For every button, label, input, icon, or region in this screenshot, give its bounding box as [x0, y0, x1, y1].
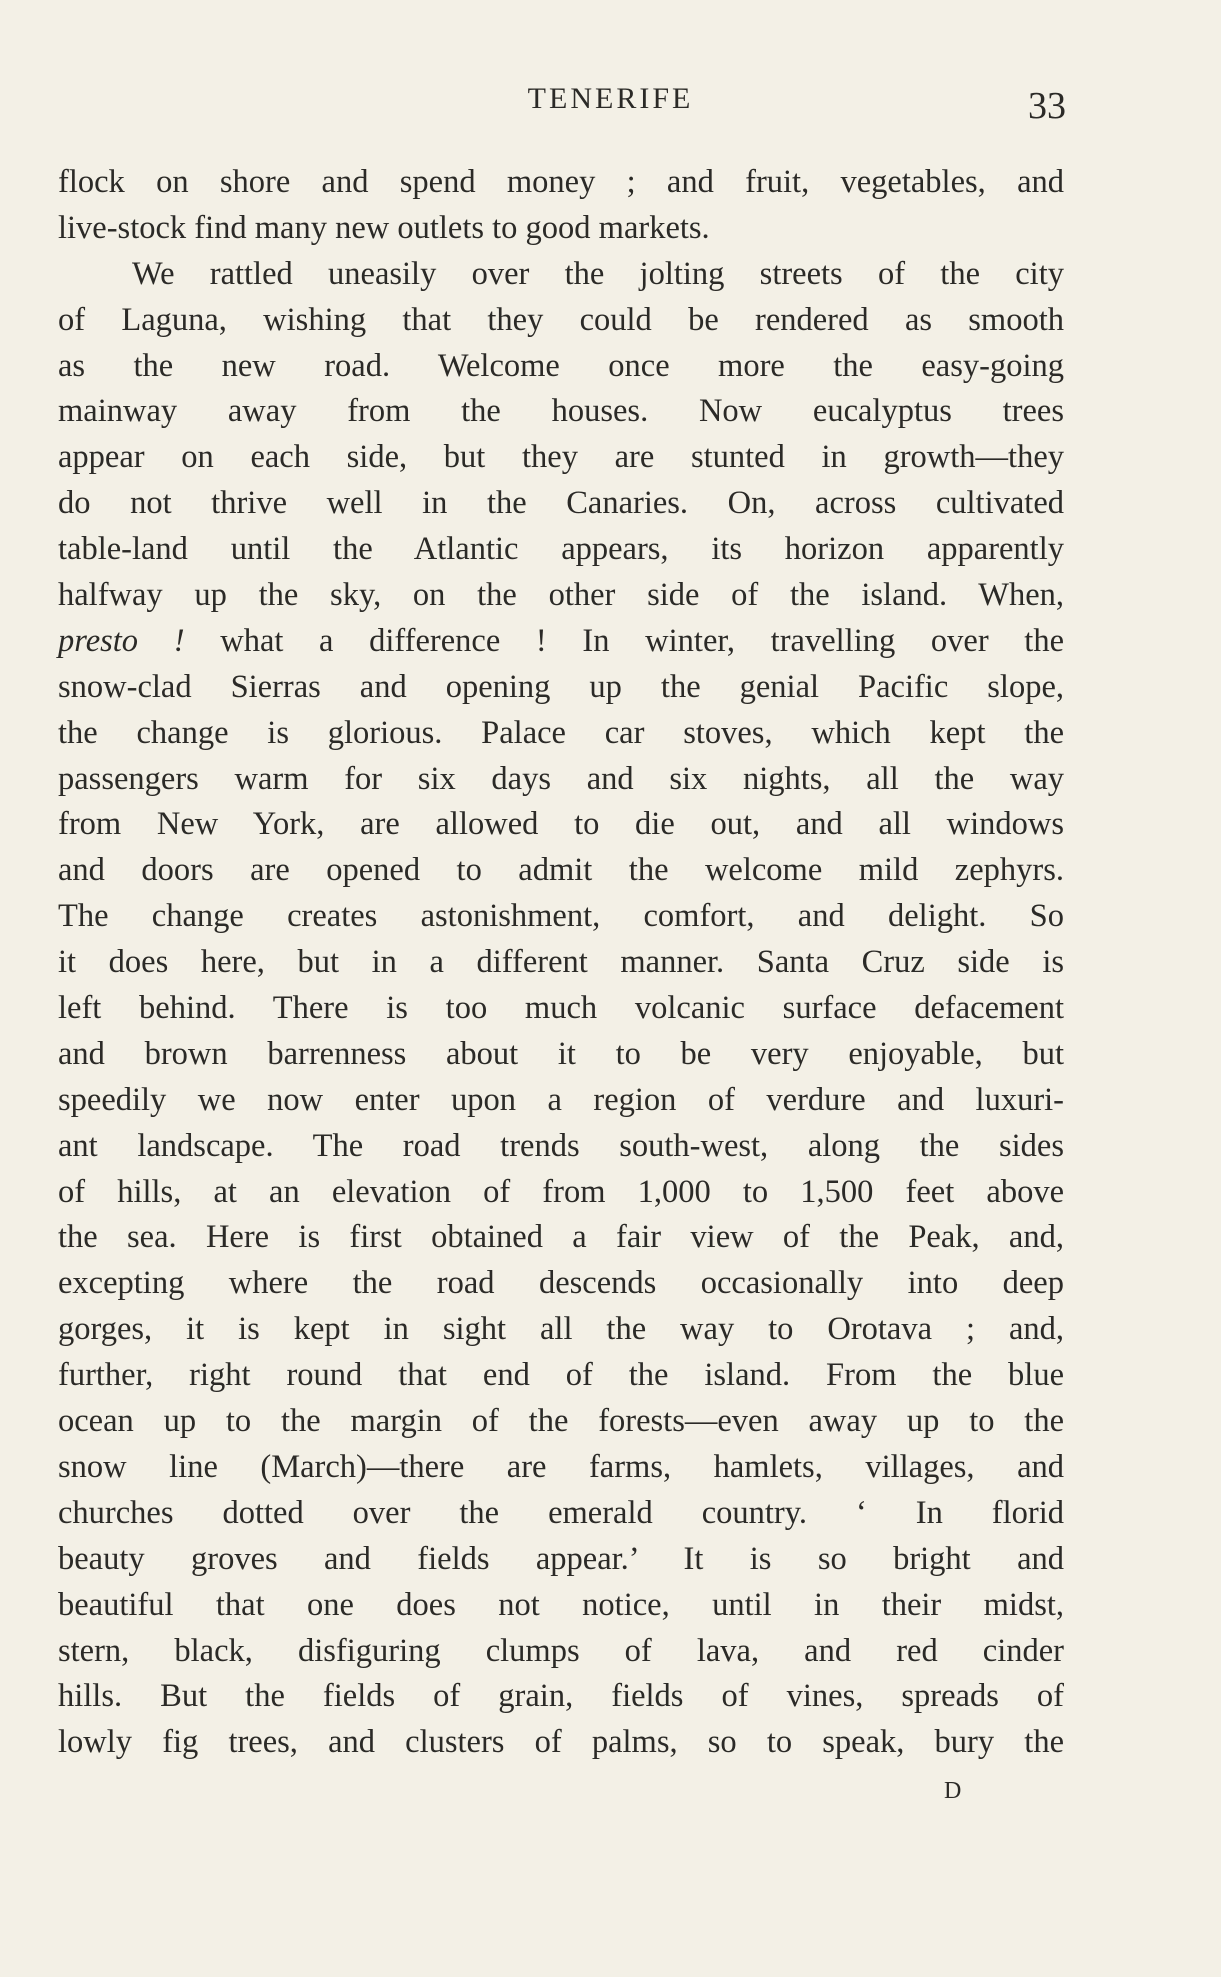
- text-line: from New York, are allowed to die out, and all windows: [58, 806, 1064, 843]
- body-text: [58, 160, 1064, 1766]
- text-line: halfway up the sky, on the other side of the island. When,: [58, 577, 1064, 614]
- text-line: it does here, but in a different manner. Santa Cruz side is: [58, 944, 1064, 981]
- running-head: TENERIFE: [527, 82, 694, 115]
- text-line: as the new road. Welcome once more the easy-going: [58, 347, 1064, 384]
- text-line-rest: what a difference ! In winter, travelling over the: [220, 622, 1065, 659]
- text-line: left behind. There is too much volcanic surface defacement: [58, 990, 1064, 1027]
- text-line: gorges, it is kept in sight all the way to Orotava ; and,: [58, 1311, 1064, 1348]
- text-line: lowly fig trees, and clusters of palms, so to speak, bury the: [58, 1724, 1064, 1761]
- text-line: do not thrive well in the Canaries. On, across cultivated: [58, 485, 1064, 522]
- text-line: The change creates astonishment, comfort, and delight. So: [58, 898, 1064, 935]
- text-line: and brown barrenness about it to be very enjoyable, but: [58, 1035, 1064, 1072]
- text-line-with-italic: [58, 619, 1064, 665]
- text-line: further, right round that end of the island. From the blue: [58, 1357, 1064, 1394]
- text-line: beautiful that one does not notice, until in their midst,: [58, 1586, 1064, 1623]
- text-line: ocean up to the margin of the forests—even away up to the: [58, 1403, 1064, 1440]
- text-line: of Laguna, wishing that they could be rendered as smooth: [58, 301, 1064, 338]
- text-line: churches dotted over the emerald country. ‘ In florid: [58, 1494, 1064, 1531]
- text-line: passengers warm for six days and six nights, all the way: [58, 760, 1064, 797]
- text-line: the sea. Here is first obtained a fair view of the Peak, and,: [58, 1219, 1064, 1256]
- text-line: beauty groves and fields appear.’ It is so bright and: [58, 1540, 1064, 1577]
- text-line: the change is glorious. Palace car stoves, which kept the: [58, 714, 1064, 751]
- text-line: excepting where the road descends occasionally into deep: [58, 1265, 1064, 1302]
- page-number: 33: [1028, 85, 1066, 127]
- text-line: speedily we now enter upon a region of verdure and luxuri-: [58, 1081, 1064, 1118]
- text-line: mainway away from the houses. Now eucalyptus trees: [58, 393, 1064, 430]
- text-line: snow-clad Sierras and opening up the genial Pacific slope,: [58, 668, 1064, 705]
- text-line: table-land until the Atlantic appears, its horizon apparently: [58, 531, 1064, 568]
- signature-mark: D: [944, 1778, 963, 1804]
- text-line: and doors are opened to admit the welcome mild zephyrs.: [58, 852, 1064, 889]
- text-line: snow line (March)—there are farms, hamlets, villages, and: [58, 1448, 1064, 1485]
- text-line: flock on shore and spend money ; and fruit, vegetables, and: [58, 164, 1064, 200]
- text-line: stern, black, disfiguring clumps of lava, and red cinder: [58, 1632, 1064, 1669]
- text-line: ant landscape. The road trends south-west, along the sides: [58, 1127, 1064, 1164]
- text-line: live-stock find many new outlets to good markets.: [58, 209, 710, 246]
- text-line: We rattled uneasily over the jolting streets of the city: [132, 255, 1064, 292]
- text-line: appear on each side, but they are stunted in growth—they: [58, 439, 1064, 476]
- italic-phrase: presto !: [58, 622, 185, 659]
- text-line: of hills, at an elevation of from 1,000 to 1,500 feet above: [58, 1173, 1064, 1210]
- text-line: hills. But the fields of grain, fields of vines, spreads of: [58, 1678, 1064, 1715]
